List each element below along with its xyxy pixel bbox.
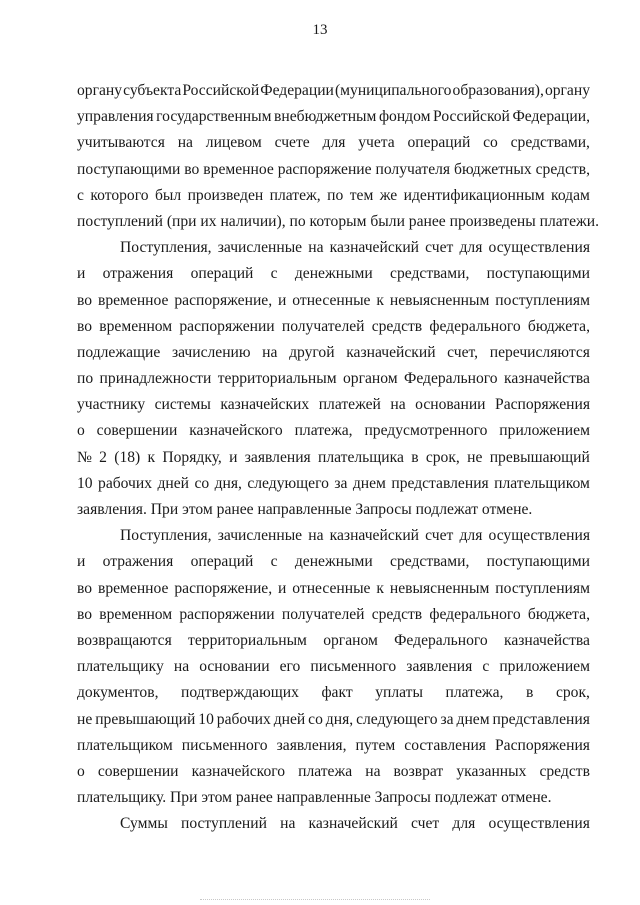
text-line: не превышающий 10 рабочих дней со дня, следующего за днем представления (77, 710, 590, 728)
text-line: по принадлежности территориальным органом Федерального казначейства (77, 370, 590, 388)
scan-edge-mark (200, 899, 430, 904)
text-line: № 2 (18) к Порядку, и заявления плательщика в срок, не превышающий (77, 448, 590, 466)
text-line: Поступления, зачисленные на казначейский счет для осуществления (120, 527, 590, 545)
text-line: плательщиком письменного заявления, путем составления Распоряжения (77, 736, 590, 754)
text-line: о совершении казначейского платежа, предусмотренного приложением (77, 422, 590, 440)
text-line: органу субъекта Российской Федерации (муниципального образования), органу (77, 82, 590, 99)
page-number: 13 (312, 22, 328, 38)
text-line: и отражения операций с денежными средствами, поступающими (77, 553, 590, 571)
text-line: плательщику на основании его письменного заявления с приложением (77, 658, 590, 676)
text-line: о совершении казначейского платежа на возврат указанных средств (77, 762, 590, 780)
text-line: управления государственным внебюджетным фондом Российской Федерации, (77, 108, 590, 126)
text-line: учитываются на лицевом счете для учета операций со средствами, (77, 134, 590, 152)
text-line: Поступления, зачисленные на казначейский счет для осуществления (120, 239, 590, 257)
text-line: 10 рабочих дней со дня, следующего за днем представления плательщиком (77, 474, 590, 492)
text-line: и отражения операций с денежными средствами, поступающими (77, 265, 590, 283)
text-line: поступающими во временное распоряжение получателя бюджетных средств, (77, 160, 590, 178)
text-line: заявления. При этом ранее направленные Запросы подлежат отмене. (77, 501, 533, 518)
text-line: поступлений (при их наличии), по которым были ранее произведены платежи. (77, 212, 600, 230)
text-line: во временном распоряжении получателей средств федерального бюджета, (77, 317, 590, 335)
text-line: подлежащие зачислению на другой казначейский счет, перечисляются (77, 343, 590, 361)
text-line: плательщику. При этом ранее направленные Запросы подлежат отмене. (77, 789, 552, 807)
text-line: участнику системы казначейских платежей на основании Распоряжения (77, 396, 590, 414)
document-body (77, 78, 600, 837)
text-line: документов, подтверждающих факт уплаты платежа, в срок, (77, 684, 590, 702)
text-line: во временное распоряжение, и отнесенные к невыясненным поступлениям (77, 579, 590, 597)
text-line: во временное распоряжение, и отнесенные к невыясненным поступлениям (77, 291, 590, 309)
text-line: Суммы поступлений на казначейский счет для осуществления (120, 815, 590, 833)
text-line: с которого был произведен платеж, по тем же идентификационным кодам (77, 186, 590, 204)
text-line: во временном распоряжении получателей средств федерального бюджета, (77, 605, 590, 623)
text-line: возвращаются территориальным органом Федерального казначейства (77, 631, 590, 649)
